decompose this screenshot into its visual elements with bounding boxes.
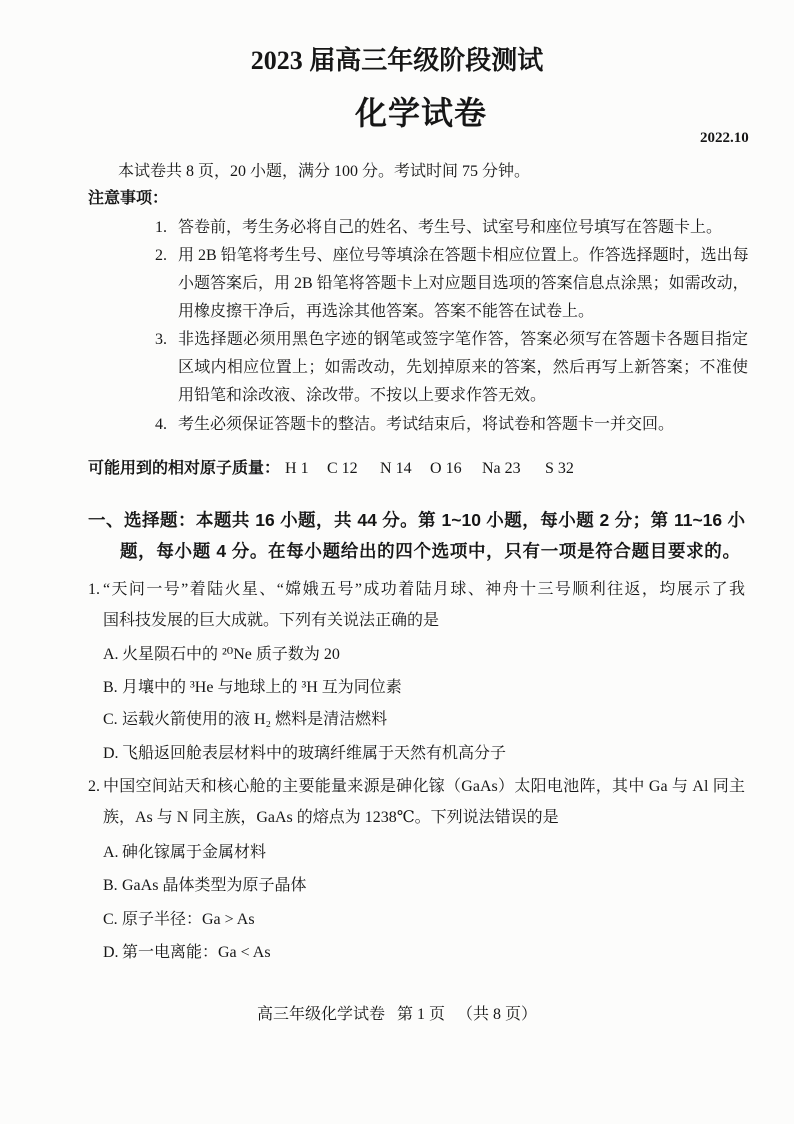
- option-label: C.: [103, 911, 118, 928]
- option-label: C.: [103, 711, 118, 728]
- notice-item-number: 4.: [155, 416, 167, 433]
- notice-item-line: 用 2B 铅笔将考生号、座位号等填涂在答题卡相应位置上。作答选择题时，选出每: [178, 247, 749, 264]
- page-footer: [0, 1003, 794, 1027]
- element-symbol: H: [285, 460, 297, 477]
- atomic-mass-na: [482, 457, 521, 481]
- atomic-mass-c: [327, 457, 358, 481]
- element-symbol: O: [430, 460, 442, 477]
- question-stem-line: 族，As 与 N 同主族，GaAs 的熔点为 1238℃。下列说法错误的是: [103, 809, 559, 826]
- question-stem-line: “天问一号”着陆火星、“嫦娥五号”成功着陆月球、神舟十三号顺利往返，均展示了我: [103, 581, 745, 598]
- notice-item-line: 小题答案后，用 2B 铅笔将答题卡上对应题目选项的答案信息点涂黑；如需改动，: [178, 275, 749, 292]
- atomic-mass-n: [380, 457, 412, 481]
- footer-page-total: （共 8 页）: [457, 1006, 538, 1023]
- option-label: A.: [103, 646, 119, 663]
- exam-intro: 本试卷共 8 页，20 小题，满分 100 分。考试时间 75 分钟。: [118, 163, 531, 180]
- option-text: 运载火箭使用的液 H₂ 燃料是清洁燃料: [122, 711, 388, 728]
- option-label: B.: [103, 877, 118, 894]
- option-text: 第一电离能：Ga < As: [122, 944, 271, 961]
- atomic-mass-h: [285, 457, 309, 481]
- exam-date: 2022.10: [700, 130, 749, 146]
- notice-item-line: 用橡皮擦干净后，再选涂其他答案。答案不能答在试卷上。: [178, 303, 595, 320]
- option-label: D.: [103, 745, 119, 762]
- exam-title: 2023 届高三年级阶段测试: [250, 46, 544, 75]
- element-mass: 12: [341, 460, 358, 477]
- question-number: 1.: [88, 581, 100, 598]
- option-text: GaAs 晶体类型为原子晶体: [122, 877, 307, 894]
- element-symbol: Na: [482, 460, 501, 477]
- notice-heading: 注意事项：: [88, 190, 169, 207]
- element-mass: 32: [557, 460, 574, 477]
- option-text: 原子半径：Ga > As: [122, 911, 255, 928]
- notice-item-number: 1.: [155, 219, 167, 236]
- option-label: D.: [103, 944, 119, 961]
- option-text: 砷化镓属于金属材料: [122, 844, 267, 861]
- notice-item-line: 区域内相应位置上；如需改动，先划掉原来的答案，然后再写上新答案；不准使: [178, 359, 748, 376]
- section-heading-line: 一、选择题：本题共 16 小题，共 44 分。第 1~10 小题，每小题 2 分；第 11~16 小: [88, 510, 745, 530]
- section-heading-line: 题，每小题 4 分。在每小题给出的四个选项中，只有一项是符合题目要求的。: [120, 541, 740, 561]
- notice-item-number: 3.: [155, 331, 167, 348]
- element-mass: 14: [395, 460, 412, 477]
- element-mass: 23: [504, 460, 521, 477]
- footer-page-number: 第 1 页: [396, 1006, 445, 1023]
- element-symbol: N: [380, 460, 392, 477]
- notice-item-line: 答卷前，考生务必将自己的姓名、考生号、试室号和座位号填写在答题卡上。: [178, 219, 723, 236]
- footer-title: 高三年级化学试卷: [256, 1006, 385, 1023]
- option-text: 火星陨石中的 ²⁰Ne 质子数为 20: [122, 646, 340, 663]
- atomic-mass-o: [430, 457, 462, 481]
- element-mass: 16: [445, 460, 462, 477]
- subject-title: 化学试卷: [355, 95, 488, 131]
- element-symbol: C: [327, 460, 338, 477]
- atomic-mass-s: [545, 457, 574, 481]
- option-text: 飞船返回舱表层材料中的玻璃纤维属于天然有机高分子: [122, 745, 507, 762]
- question-stem-line: 国科技发展的巨大成就。下列有关说法正确的是: [103, 612, 440, 629]
- option-label: B.: [103, 679, 118, 696]
- question-number: 2.: [88, 778, 100, 795]
- notice-item-number: 2.: [155, 247, 167, 264]
- element-mass: 1: [300, 460, 309, 477]
- question-stem-line: 中国空间站天和核心舱的主要能量来源是砷化镓（GaAs）太阳电池阵，其中 Ga 与 Al 同主: [103, 778, 745, 795]
- notice-item-line: 用铅笔和涂改液、涂改带。不按以上要求作答无效。: [178, 387, 547, 404]
- atomic-mass-label: 可能用到的相对原子质量：: [88, 460, 281, 477]
- notice-item-line: 非选择题必须用黑色字迹的钢笔或签字笔作答，答案必须写在答题卡各题目指定: [178, 331, 748, 348]
- notice-item-line: 考生必须保证答题卡的整洁。考试结束后，将试卷和答题卡一并交回。: [178, 416, 675, 433]
- element-symbol: S: [545, 460, 554, 477]
- option-text: 月壤中的 ³He 与地球上的 ³H 互为同位素: [122, 679, 402, 696]
- option-label: A.: [103, 844, 119, 861]
